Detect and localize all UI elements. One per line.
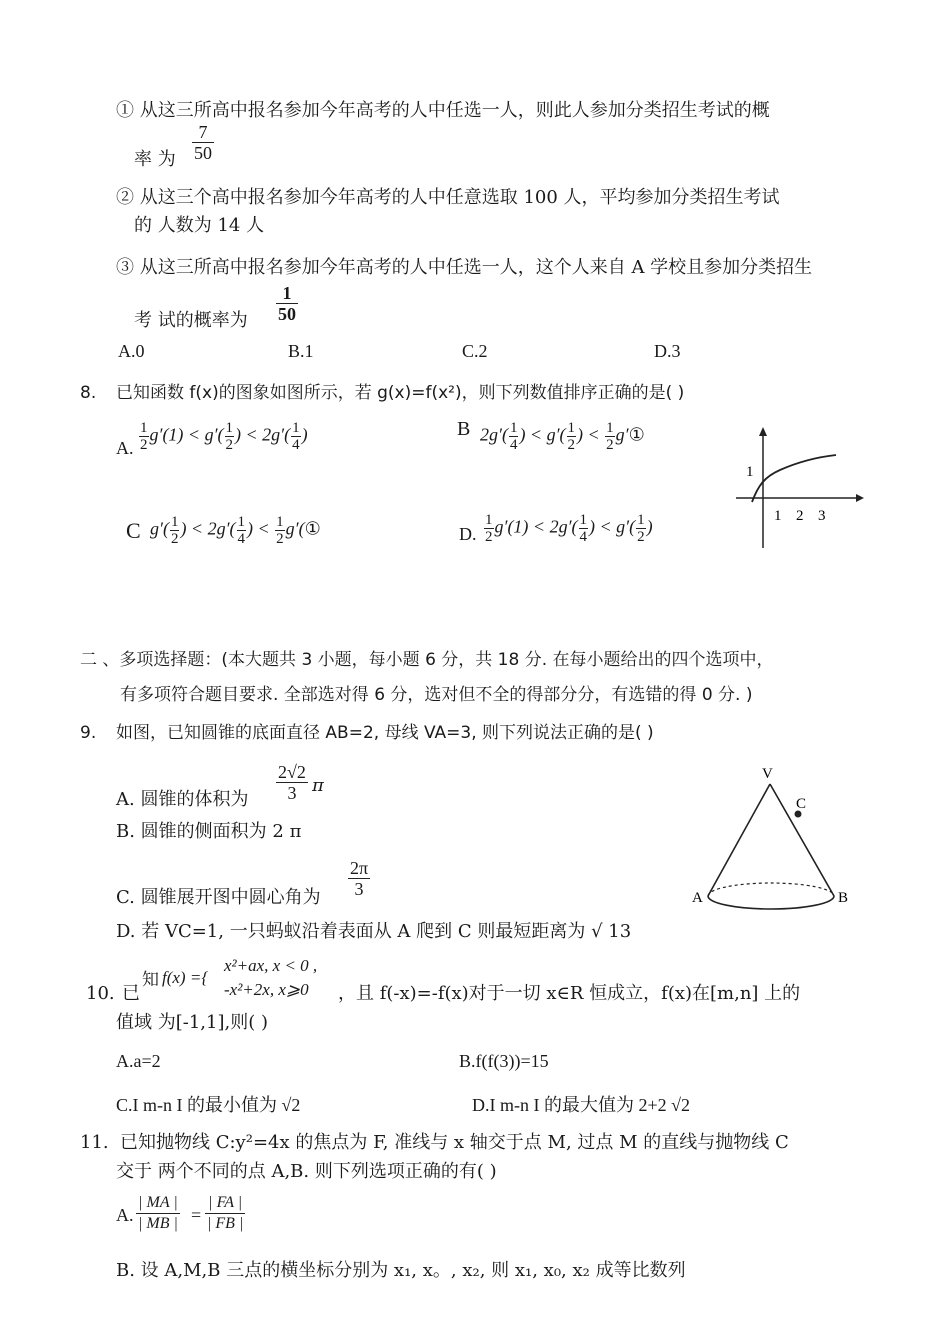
- q11-option-a-label: A.: [116, 1205, 134, 1225]
- section-2-heading: 二 、多项选择题：(本大题共 3 小题，每小题 6 分，共 18 分. 在每小题给出的四个选项中，: [80, 650, 774, 670]
- q8-function-graph: [728, 424, 868, 554]
- q7-statement-1-cont: 率 为: [134, 149, 176, 170]
- q11-option-a-equals: =: [191, 1205, 202, 1225]
- q7-option-d: D.3: [654, 341, 681, 361]
- q10-pre: 已: [122, 983, 140, 1004]
- q10-zhi: 知: [142, 970, 159, 990]
- q9-angle-fraction: [348, 858, 370, 899]
- cone-base-front: [708, 896, 834, 909]
- q10-option-d: D.I m-n I 的最大值为 2+2 √2: [472, 1095, 691, 1115]
- q7-statement-2-cont: 的 人数为 14 人: [134, 215, 265, 236]
- fraction-denominator: | FB |: [207, 1215, 244, 1232]
- q8-option-d-label: D.: [459, 524, 477, 544]
- q7-statement-2: ② 从这三个高中报名参加今年高考的人中任意选取 100 人，平均参加分类招生考试: [116, 187, 780, 208]
- fraction-numerator: 2π: [350, 858, 369, 878]
- q8-option-b-expression: 2g′( $\frac{1}{4}$ ) < g′( $\frac{1}{2}$ ) < $\frac{1}{2}$ g′①: [480, 420, 645, 453]
- q9-option-d: D. 若 VC=1, 一只蚂蚁沿着表面从 A 爬到 C 则最短距离为 √ 13: [116, 921, 632, 942]
- fraction-numerator: | MA |: [136, 1193, 180, 1214]
- q9-option-b: B. 圆锥的侧面积为 2 π: [116, 821, 302, 842]
- q7-fraction-1-50: [276, 283, 298, 324]
- q9-option-a: A. 圆锥的体积为: [116, 789, 249, 810]
- fraction-numerator: 7: [192, 122, 214, 143]
- point-a-label: A: [692, 890, 703, 906]
- q9-option-a-pi: π: [312, 775, 324, 796]
- q11-ratio-ma-mb: [136, 1193, 180, 1234]
- q8-option-b-label: B: [457, 418, 471, 440]
- q9-number: 9.: [80, 723, 97, 743]
- q10-case-1: x²+ax, x < 0 ,: [224, 956, 318, 975]
- fraction-denominator: 50: [278, 304, 296, 324]
- q9-stem: 如图，已知圆锥的底面直径 AB=2, 母线 VA=3, 则下列说法正确的是( ): [116, 723, 654, 743]
- fraction-numerator: 1: [276, 283, 298, 304]
- q10-stem-rest: ，且 f(-x)=-f(x)对于一切 x∈R 恒成立，f(x)在[m,n] 上的: [338, 983, 801, 1004]
- q11-stem: 已知抛物线 C:y²=4x 的焦点为 F, 准线与 x 轴交于点 M, 过点 M 的直线与抛物线 C: [120, 1132, 789, 1153]
- fraction-numerator: | FA |: [205, 1193, 245, 1214]
- point-c-label: C: [796, 796, 807, 812]
- q9-option-c: C. 圆锥展开图中圆心角为: [116, 887, 321, 908]
- fraction-numerator: 2√2: [278, 762, 306, 782]
- q8-option-c-label: C: [126, 518, 141, 543]
- fraction-denominator: 3: [287, 783, 297, 803]
- q10-option-b: B.f(f(3))=15: [459, 1051, 549, 1071]
- function-curve: [752, 455, 836, 502]
- q7-option-c: C.2: [462, 341, 488, 361]
- fraction-denominator: 50: [194, 143, 212, 163]
- q7-statement-3: ③ 从这三所高中报名参加今年高考的人中任选一人，这个人来自 A 学校且参加分类招生: [116, 257, 813, 278]
- x-axis-arrow-icon: [856, 494, 864, 502]
- q10-fx-label: f(x) ={: [162, 968, 209, 987]
- q8-option-a-expression: $\frac{1}{2}$ g′(1) < g′( $\frac{1}{2}$ ) < 2g′( $\frac{1}{4}$ ): [140, 420, 308, 453]
- q10-number: 10.: [86, 983, 115, 1004]
- y-tick-label: 1: [746, 464, 754, 480]
- fraction-denominator: 3: [354, 879, 364, 899]
- q7-option-a: A.0: [118, 341, 145, 361]
- q10-case-2: -x²+2x, x⩾0: [224, 980, 309, 999]
- q10-option-a: A.a=2: [116, 1051, 161, 1071]
- x-tick-label-1: 1: [774, 508, 782, 524]
- q7-statement-3-cont: 考 试的概率为: [134, 310, 248, 331]
- q11-ratio-fa-fb: [205, 1193, 245, 1234]
- q9-cone-figure: [686, 762, 866, 912]
- vertex-v-label: V: [762, 766, 773, 782]
- q8-option-c-expression: g′( $\frac{1}{2}$ ) < 2g′( $\frac{1}{4}$ ) < $\frac{1}{2}$ g′(①: [150, 514, 321, 547]
- q8-number: 8.: [80, 383, 97, 403]
- fraction-denominator: | MB |: [138, 1215, 178, 1232]
- q8-option-d-expression: $\frac{1}{2}$ g′(1) < 2g′( $\frac{1}{4}$ ) < g′( $\frac{1}{2}$ ): [485, 512, 653, 545]
- cone-base-back: [708, 883, 834, 896]
- q9-volume-fraction: [276, 762, 308, 803]
- point-b-label: B: [838, 890, 849, 906]
- q10-option-c: C.I m-n I 的最小值为 √2: [116, 1095, 301, 1115]
- q10-stem-line2: 值域 为[-1,1],则( ): [116, 1012, 268, 1033]
- q11-number: 11.: [80, 1132, 109, 1153]
- cone-edge-left: [708, 784, 770, 896]
- q7-option-b: B.1: [288, 341, 314, 361]
- q8-option-a-label: A.: [116, 438, 134, 458]
- q11-option-b: B. 设 A,M,B 三点的横坐标分别为 x₁, x。, x₂, 则 x₁, x₀, x₂ 成等比数列: [116, 1260, 686, 1281]
- x-tick-label-3: 3: [818, 508, 826, 524]
- q11-stem-line2: 交于 两个不同的点 A,B. 则下列选项正确的有( ): [116, 1161, 497, 1182]
- y-axis-arrow-icon: [759, 427, 767, 436]
- q7-statement-1: ① 从这三所高中报名参加今年高考的人中任选一人，则此人参加分类招生考试的概: [116, 100, 770, 121]
- section-2-heading-cont: 有多项符合题目要求. 全部选对得 6 分，选对但不全的得部分分，有选错的得 0 分. ): [120, 685, 753, 705]
- q7-fraction-7-50: [192, 122, 214, 163]
- x-tick-label-2: 2: [796, 508, 804, 524]
- q8-stem: 已知函数 f(x)的图象如图所示，若 g(x)=f(x²)，则下列数值排序正确的是( ): [116, 383, 685, 403]
